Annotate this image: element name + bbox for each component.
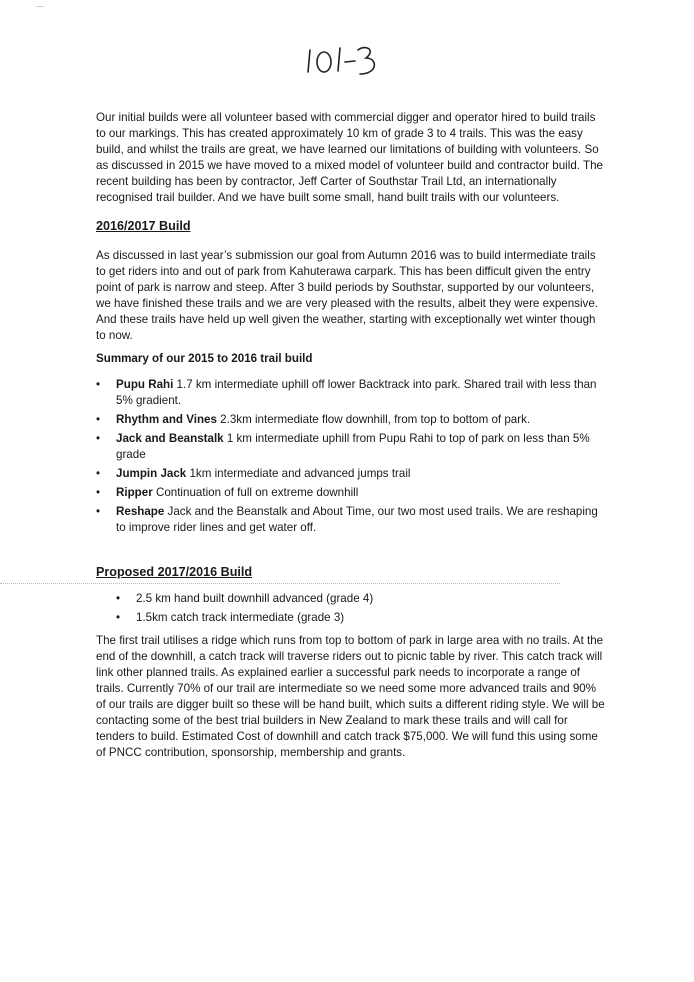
bullet-icon: • — [96, 467, 101, 480]
list-item — [96, 466, 606, 482]
trail-description: 2.3km intermediate flow downhill, from top to bottom of park. — [216, 413, 531, 426]
trail-description: Jack and the Beanstalk and About Time, our two most used trails. We are reshaping to improve rider lines and get water off. — [116, 505, 598, 534]
trail-description: 1km intermediate and advanced jumps trail — [186, 467, 411, 480]
trail-name: Jack and Beanstalk — [116, 432, 224, 445]
scan-mark — [36, 6, 44, 7]
scan-dotted-line — [0, 583, 560, 584]
trail-name: Pupu Rahi — [116, 378, 174, 391]
bullet-icon: • — [116, 611, 121, 624]
list-item — [96, 485, 606, 501]
proposed-item-text: 1.5km catch track intermediate (grade 3) — [136, 611, 345, 624]
summary-bullet-list — [96, 377, 606, 539]
trail-name: Rhythm and Vines — [116, 413, 217, 426]
bullet-icon: • — [96, 378, 101, 391]
build-2016-heading: 2016/2017 Build — [96, 219, 191, 233]
bullet-icon: • — [96, 432, 101, 445]
proposed-build-heading: Proposed 2017/2016 Build — [96, 565, 253, 579]
list-item — [116, 610, 516, 626]
build-2016-paragraph: As discussed in last year’s submission our goal from Autumn 2016 was to build intermediate trails to get riders into and out of park from Kahuterawa carpark. This has been difficult given the entry point of park is narrow and steep. After 3 build periods by Southstar, supported by our volunteers, we have finished these trails and we are very pleased with the results, albeit they were expensive. And these trails have held up well given the weather, starting with exceptionally wet winter though to now. — [96, 249, 599, 342]
summary-heading: Summary of our 2015 to 2016 trail build — [96, 352, 313, 365]
list-item — [116, 591, 516, 607]
proposed-bullet-list — [116, 591, 516, 629]
trail-name: Ripper — [116, 486, 153, 499]
trail-description: 1.7 km intermediate uphill off lower Backtrack into park. Shared trail with less than 5% gradient. — [116, 378, 597, 407]
list-item — [96, 504, 606, 536]
handwritten-page-number — [300, 40, 400, 80]
trail-name: Jumpin Jack — [116, 467, 187, 480]
bullet-icon: • — [96, 505, 101, 518]
bullet-icon: • — [96, 486, 101, 499]
bullet-icon: • — [116, 592, 121, 605]
list-item — [96, 412, 606, 428]
list-item — [96, 431, 606, 463]
list-item — [96, 377, 606, 409]
handwritten-page-number-drawing — [300, 40, 400, 80]
intro-paragraph: Our initial builds were all volunteer based with commercial digger and operator hired to build trails to our markings. This has created approximately 10 km of grade 3 to 4 trails. This was the easy build, and whilst the trails are great, we have learned our limitations of building with volunteers. So as discussed in 2015 we have moved to a mixed model of volunteer build and contractor build. The recent building has been by contractor, Jeff Carter of Southstar Trail Ltd, an internationally recognised trail builder. And we have built some small, hand built trails with our volunteers. — [96, 111, 603, 204]
trail-name: Reshape — [116, 505, 165, 518]
bullet-icon: • — [96, 413, 101, 426]
trail-description: 1 km intermediate uphill from Pupu Rahi to top of park on less than 5% grade — [116, 432, 590, 461]
trail-description: Continuation of full on extreme downhill — [152, 486, 359, 499]
proposed-item-text: 2.5 km hand built downhill advanced (grade 4) — [136, 592, 374, 605]
proposed-paragraph: The first trail utilises a ridge which runs from top to bottom of park in large area with no trails. At the end of the downhill, a catch track will traverse riders out to picnic table by river. This catch track will link other planned trails. As explained earlier a successful park needs to incorporate a range of trails. Currently 70% of our trail are intermediate so we need some more advanced trails and 90% of our trails are digger built so these will be hand built, which suits a different riding style. We will be contacting some of the best trial builders in New Zealand to mark these trails and will call for tenders to build. Estimated Cost of downhill and catch track $75,000. We will fund this using some of PNCC contribution, sponsorship, membership and grants. — [96, 634, 605, 759]
